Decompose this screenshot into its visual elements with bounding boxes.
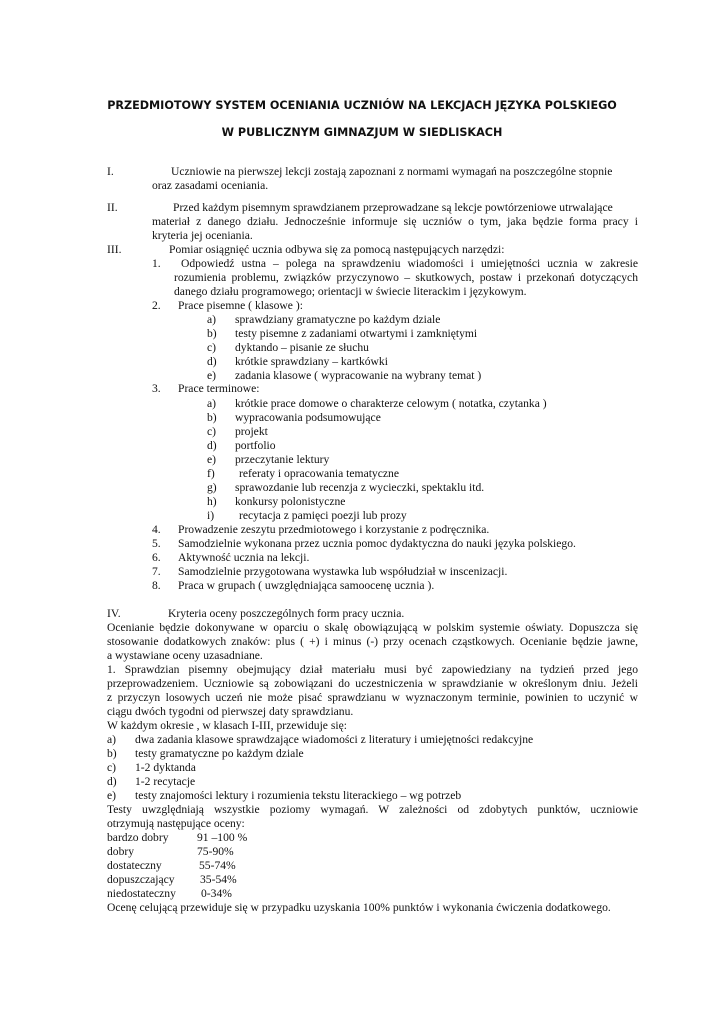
- item-3-sub-text: konkursy polonistyczne: [235, 495, 346, 508]
- item-7-text: Samodzielnie przygotowana wystawka lub współudział w inscenizacji.: [178, 565, 508, 578]
- item-5-number: 5.: [152, 537, 161, 550]
- section-1-label: I.: [107, 165, 114, 178]
- section-3-label: III.: [107, 243, 122, 256]
- item-2-sub-label: d): [207, 355, 217, 368]
- grade-range: 35-54%: [200, 873, 237, 886]
- item-3-sub-label: i): [207, 509, 215, 522]
- item-3-sub-text: przeczytanie lektury: [235, 453, 330, 466]
- item-2-number: 2.: [152, 299, 161, 312]
- section-4-paragraph-2-line-2: przeprowadzeniem. Uczniowie są zobowiązani do uczestniczenia w sprawdzianie w określonym dniu. Jeżeli: [107, 677, 638, 690]
- item-2-sub-label: e): [207, 369, 217, 382]
- item-3-sub-label: e): [207, 453, 217, 466]
- item-2-sub-text: krótkie sprawdziany – kartkówki: [235, 355, 388, 368]
- section-4-paragraph-2-line-1: 1. Sprawdzian pisemny obejmujący dział materiału musi być zapowiedziany na tydzień przed jego: [107, 663, 638, 676]
- item-8-text: Praca w grupach ( uwzględniająca samoocenę ucznia ).: [178, 579, 435, 592]
- item-2-sub-text: testy pisemne z zadaniami otwartymi i zamkniętymi: [235, 327, 478, 340]
- assessment-list-text: testy znajomości lektury i rozumienia tekstu literackiego – wg potrzeb: [135, 789, 462, 802]
- section-4-paragraph-1-line-1: Ocenianie będzie dokonywane w oparciu o skalę obowiązującą w polskim systemie oświaty. Dopuszcza się: [107, 621, 638, 634]
- section-4-title: Kryteria oceny poszczególnych form pracy ucznia.: [168, 607, 405, 620]
- item-2-sub-label: a): [207, 313, 217, 326]
- section-4-paragraph-3: W każdym okresie , w klasach I-III, przewiduje się:: [107, 719, 347, 732]
- item-3-sub-text: sprawozdanie lub recenzja z wycieczki, spektaklu itd.: [235, 481, 485, 494]
- item-1-line-3: danego działu programowego; orientacji w świecie literackim i językowym.: [174, 285, 527, 298]
- grade-name: niedostateczny: [107, 887, 176, 900]
- item-2-sub-text: dyktando – pisanie ze słuchu: [235, 341, 369, 354]
- assessment-list-text: 1-2 dyktanda: [135, 761, 196, 774]
- section-4-paragraph-1-line-3: a wystawiane oceny uzasadniane.: [107, 649, 263, 662]
- item-3-sub-text: projekt: [235, 425, 268, 438]
- item-4-text: Prowadzenie zeszytu przedmiotowego i korzystanie z podręcznika.: [178, 523, 490, 536]
- section-4-paragraph-2-line-4: ciągu dwóch tygodni od pierwszej daty sprawdzianu.: [107, 705, 354, 718]
- item-3-sub-text: wypracowania podsumowujące: [235, 411, 381, 424]
- item-2-sub-label: b): [207, 327, 217, 340]
- item-3-sub-text: portfolio: [235, 439, 276, 452]
- assessment-list-label: e): [107, 789, 117, 802]
- section-1-line-2: oraz zasadami oceniania.: [152, 179, 269, 192]
- item-3-number: 3.: [152, 382, 161, 395]
- item-5-text: Samodzielnie wykonana przez ucznia pomoc dydaktyczna do nauki języka polskiego.: [178, 537, 576, 550]
- item-3-sub-label: c): [207, 425, 217, 438]
- section-4-label: IV.: [107, 607, 121, 620]
- grade-range: 91 –100 %: [197, 831, 248, 844]
- document-title-line-2: W PUBLICZNYM GIMNAZJUM W SIEDLISKACH: [221, 126, 503, 139]
- item-2-text: Prace pisemne ( klasowe ):: [178, 299, 303, 312]
- item-3-sub-label: g): [207, 481, 217, 494]
- assessment-list-text: testy gramatyczne po każdym dziale: [135, 747, 304, 760]
- assessment-list-label: a): [107, 733, 117, 746]
- item-1-line-1: Odpowiedź ustna – polega na sprawdzeniu wiadomości i umiejętności ucznia w zakresie: [181, 257, 638, 270]
- grade-name: dopuszczający: [107, 873, 175, 886]
- assessment-list-label: b): [107, 747, 117, 760]
- grade-name: bardzo dobry: [107, 831, 169, 844]
- grade-range: 0-34%: [201, 887, 232, 900]
- item-3-sub-label: h): [207, 495, 217, 508]
- item-3-sub-label: d): [207, 439, 217, 452]
- section-2-line-1: Przed każdym pisemnym sprawdzianem przeprowadzane są lekcje powtórzeniowe utrwalające: [173, 201, 613, 214]
- item-3-sub-text: krótkie prace domowe o charakterze celowym ( notatka, czytanka ): [235, 397, 547, 410]
- item-3-sub-label: a): [207, 397, 217, 410]
- item-3-sub-text: referaty i opracowania tematyczne: [239, 467, 399, 480]
- item-3-text: Prace terminowe:: [178, 382, 260, 395]
- section-2-line-3: kryteria jej oceniania.: [152, 229, 253, 242]
- section-4-paragraph-4-line-1: Testy uwzględniają wszystkie poziomy wymagań. W zależności od zdobytych punktów, uczniowie: [107, 803, 638, 816]
- assessment-list-text: dwa zadania klasowe sprawdzające wiadomości z literatury i umiejętności redakcyjne: [135, 733, 534, 746]
- section-2-label: II.: [107, 201, 118, 214]
- grade-range: 55-74%: [199, 859, 236, 872]
- item-2-sub-label: c): [207, 341, 217, 354]
- assessment-list-label: c): [107, 761, 117, 774]
- item-3-sub-text: recytacja z pamięci poezji lub prozy: [239, 509, 407, 522]
- grade-name: dostateczny: [107, 859, 162, 872]
- section-4-paragraph-1-line-2: stosowanie dodatkowych znaków: plus ( +) i minus (-) przy ocenach cząstkowych. Ocenianie będzie jawne,: [107, 635, 638, 648]
- grade-range: 75-90%: [197, 845, 234, 858]
- item-1-number: 1.: [152, 257, 161, 270]
- section-4-paragraph-2-line-3: z przyczyn losowych uczeń nie może pisać sprawdzianu w wyznaczonym terminie, powinien to uczynić w: [107, 691, 638, 704]
- assessment-list-text: 1-2 recytacje: [135, 775, 196, 788]
- grade-name: dobry: [107, 845, 135, 858]
- section-3-intro: Pomiar osiągnięć ucznia odbywa się za pomocą następujących narzędzi:: [169, 243, 505, 256]
- item-3-sub-label: b): [207, 411, 217, 424]
- item-6-number: 6.: [152, 551, 161, 564]
- item-8-number: 8.: [152, 579, 161, 592]
- section-4-final-note: Ocenę celującą przewiduje się w przypadku uzyskania 100% punktów i wykonania ćwiczenia dodatkowego.: [107, 901, 611, 914]
- section-2-line-2: materiał z danego działu. Jednocześnie informuje się uczniów o tym, jaka będzie forma pracy i: [152, 215, 638, 228]
- assessment-list-label: d): [107, 775, 117, 788]
- section-4-paragraph-4-line-2: otrzymują następujące oceny:: [107, 817, 245, 830]
- item-2-sub-text: sprawdziany gramatyczne po każdym dziale: [235, 313, 441, 326]
- item-1-line-2: rozumienia problemu, związków przyczynowo – skutkowych, postaw i przekonań dotyczących: [174, 271, 638, 284]
- item-2-sub-text: zadania klasowe ( wypracowanie na wybrany temat ): [235, 369, 482, 382]
- item-4-number: 4.: [152, 523, 161, 536]
- item-6-text: Aktywność ucznia na lekcji.: [178, 551, 310, 564]
- item-3-sub-label: f): [207, 467, 215, 480]
- item-7-number: 7.: [152, 565, 161, 578]
- document-title-line-1: PRZEDMIOTOWY SYSTEM OCENIANIA UCZNIÓW NA LEKCJACH JĘZYKA POLSKIEGO: [107, 99, 617, 112]
- section-1-line-1: Uczniowie na pierwszej lekcji zostają zapoznani z normami wymagań na poszczególne stopnie: [171, 165, 613, 178]
